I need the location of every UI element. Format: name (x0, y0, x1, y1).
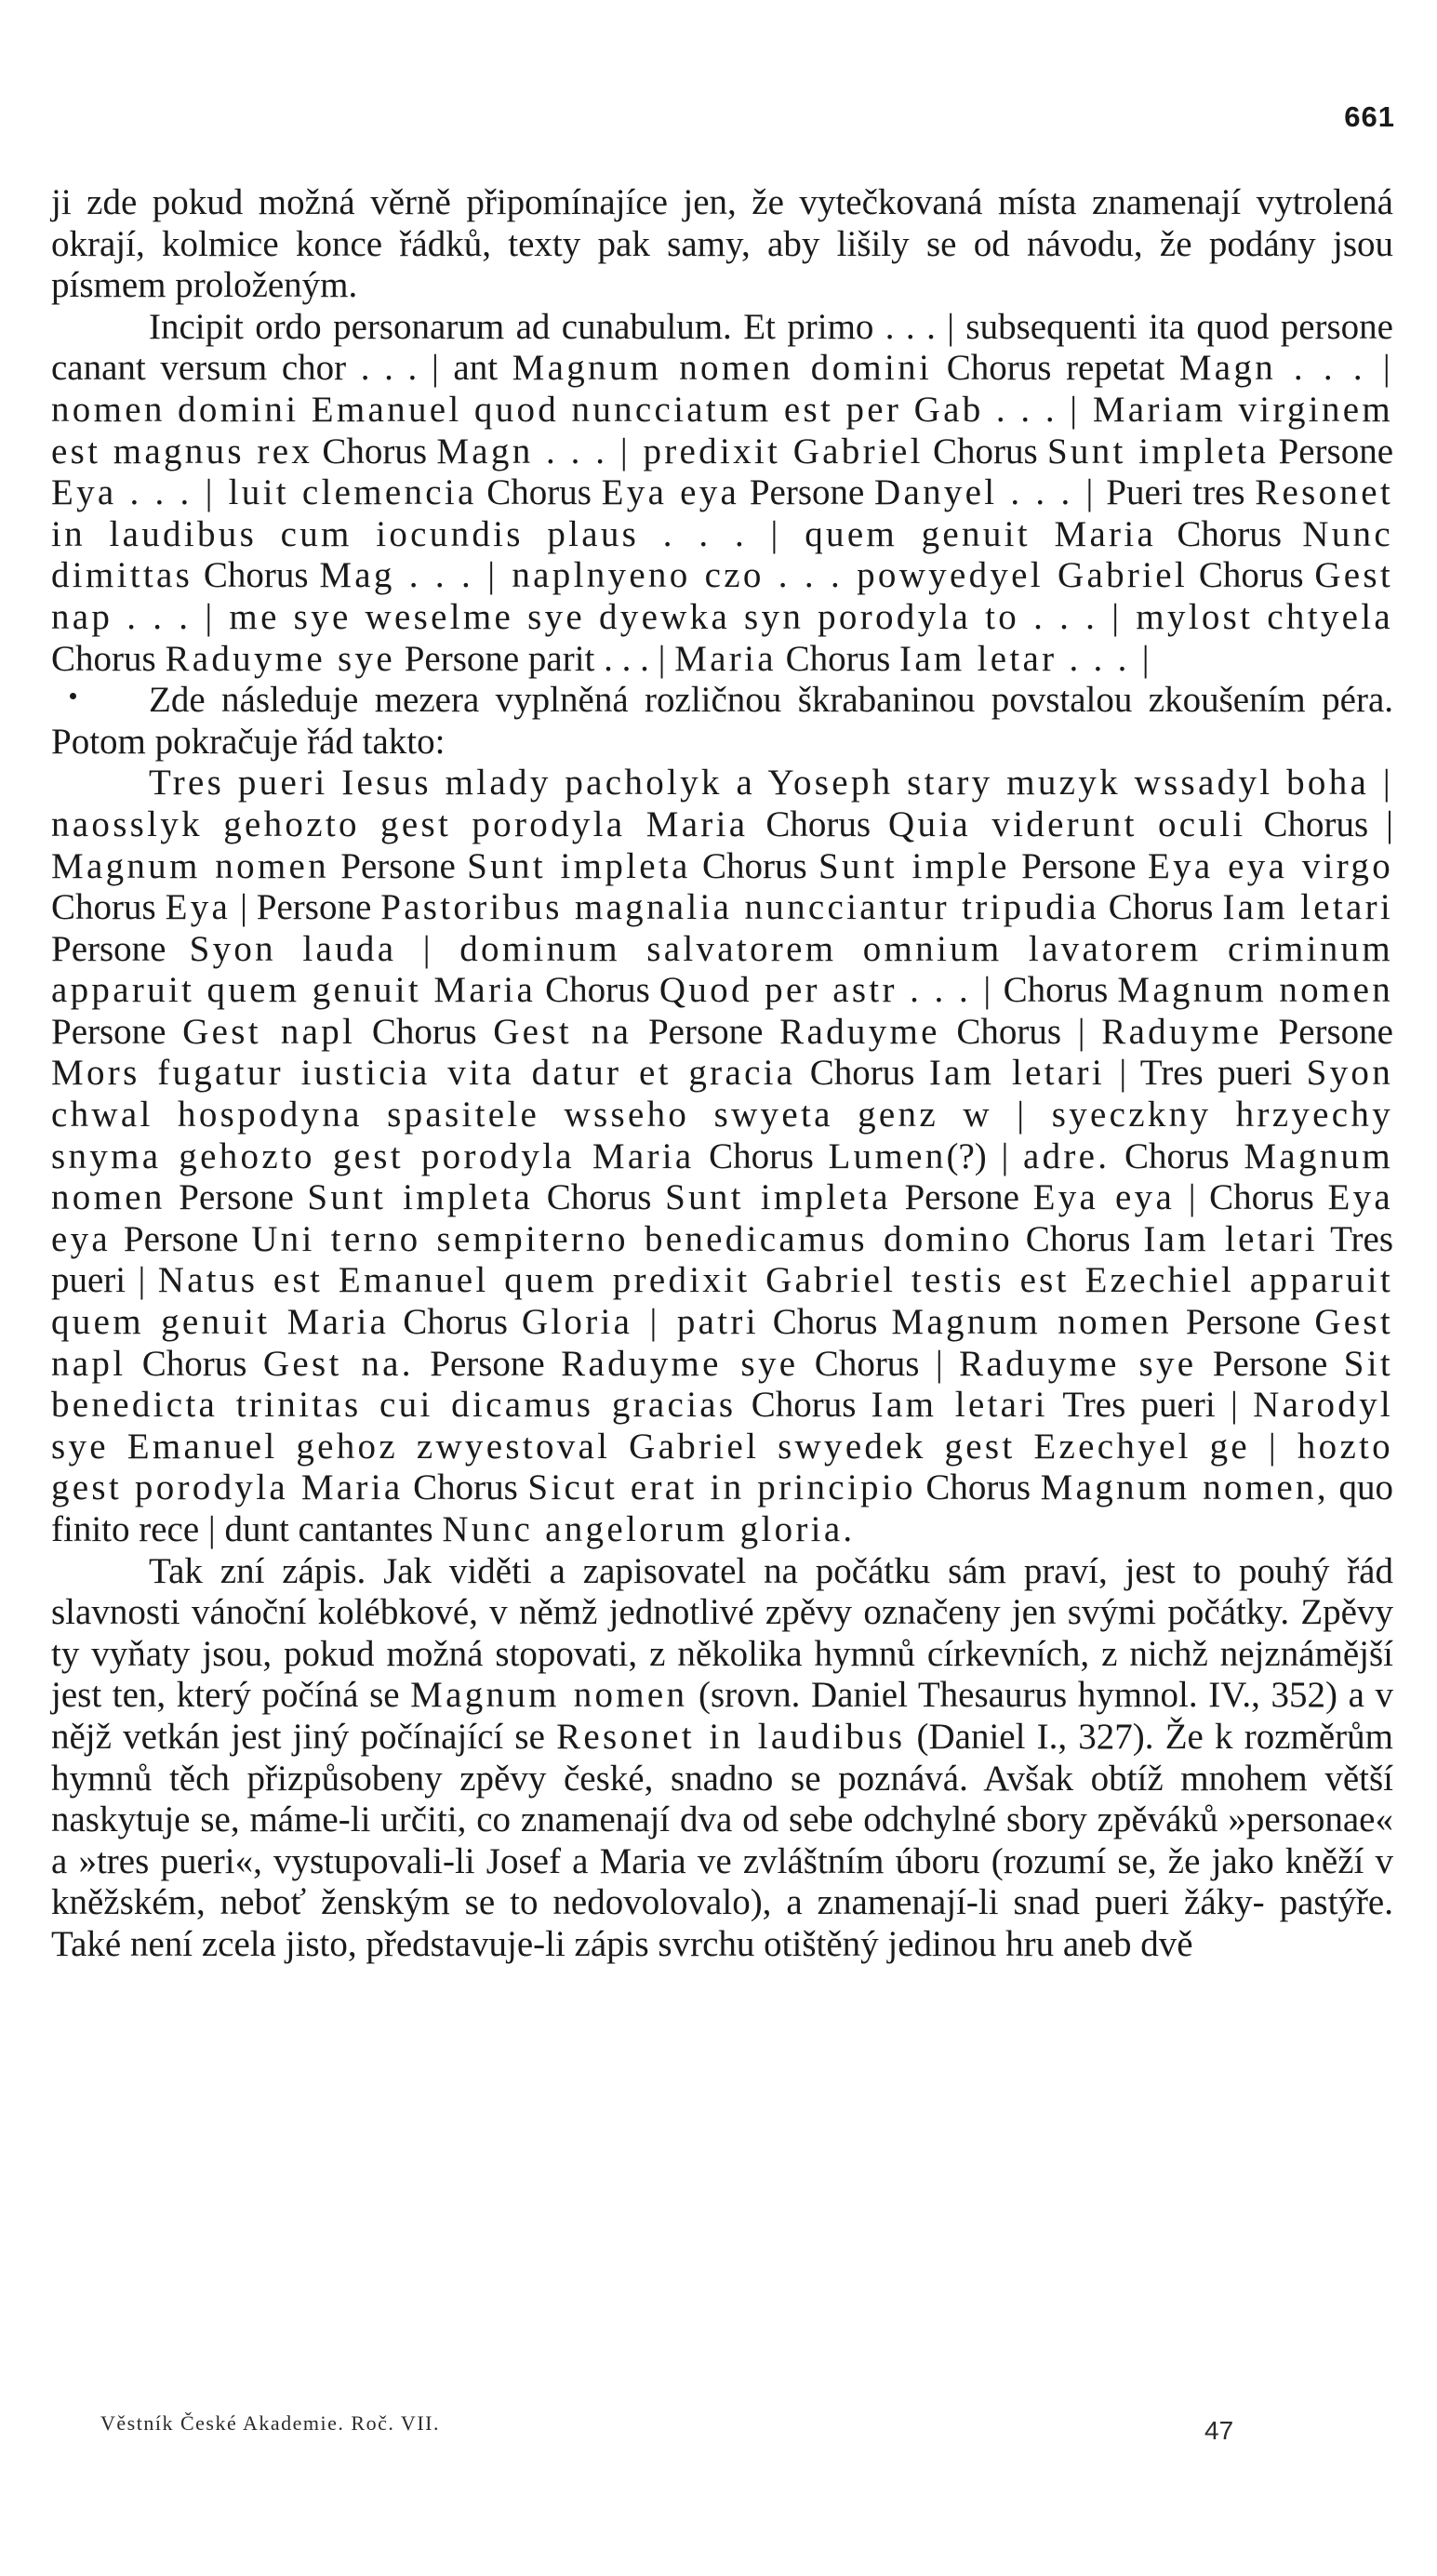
text-run: Chorus (1110, 1135, 1244, 1176)
spaced-text-run: Syon chwal hospodyna spasitele wsseho swyeta genz w | syeczkny hrzyechy snyma gehozto gest porodyla Maria (51, 1053, 1393, 1176)
text-run: Persone (1261, 1011, 1393, 1052)
text-run: Chorus (758, 1302, 892, 1343)
spaced-text-run: Sit benedicta trinitas cui dicamus gracias (51, 1343, 1393, 1426)
spaced-text-run: Gest na (493, 1011, 632, 1052)
spaced-text-run: Sicut erat in principio (527, 1467, 916, 1508)
spaced-text-run: Eya eya virgo (1147, 845, 1393, 886)
text-run: Persone (1269, 431, 1393, 471)
text-run: Persone (1009, 845, 1148, 886)
text-run: | Chorus (1175, 1177, 1328, 1218)
spaced-text-run: Sunt imple (818, 845, 1010, 886)
text-run: Persone (739, 472, 874, 513)
text-run: Chorus (690, 845, 819, 886)
text-run: Chorus (694, 1135, 829, 1176)
text-run: Persone (165, 1177, 308, 1218)
spaced-text-run: Magn . . . | predixit Gabriel (436, 431, 924, 471)
text-run: Chorus (126, 1343, 263, 1384)
text-run: Chorus (993, 970, 1118, 1011)
text-run: Chorus (389, 1302, 522, 1343)
spaced-text-run: Eya eya (601, 472, 740, 513)
spaced-text-run: Eya . . . | luit clemencia (51, 472, 477, 513)
spaced-text-run: Pastoribus magnalia nuncciantur tripudia (380, 887, 1099, 928)
text-run: (srovn. Daniel Thesaurus hymnol. IV., 352) a v nějž vetkán jest jiný počínající se (51, 1675, 1393, 1757)
text-run: Tak zní zápis. Jak viděti a zapisovatel na počátku sám praví, jest to pouhý řád slavnosti vánoční kolébkové, v němž jednotlivé zpěvy označeny jen svými počátky. Zpěvy ty vyňaty jsou, pokud možná stopovati, z několika hymnů církevních, z nichž nejznámější jest ten, který počíná se (51, 1550, 1393, 1716)
text-run: Chorus (915, 1467, 1041, 1508)
text-run: Chorus | (798, 1343, 960, 1384)
spaced-text-run: Magnum nomen (410, 1675, 688, 1716)
spaced-text-run: Resonet in laudibus cum iocundis plaus . . . | quem genuit Maria (51, 472, 1393, 554)
spaced-text-run: Raduyme (1101, 1011, 1262, 1052)
spaced-text-run: Magnum nomen (891, 1302, 1172, 1343)
text-run: Chorus (313, 431, 437, 471)
text-run: Chorus (1012, 1218, 1144, 1259)
text-run: Chorus (51, 887, 166, 928)
text-run: Persone (1171, 1302, 1315, 1343)
spaced-text-run: Eya eya (51, 1177, 1394, 1259)
text-run: Chorus (1156, 513, 1303, 554)
text-run: Persone (51, 928, 190, 969)
text-run: Chorus (923, 431, 1047, 471)
spaced-text-run: Iam letari (871, 1385, 1048, 1426)
spaced-text-run: Natus est Emanuel quem predixit Gabriel testis est Ezechiel apparuit quem genuit Maria (51, 1260, 1393, 1343)
spaced-text-run: Magnum nomen (1117, 970, 1393, 1011)
text-run: (?) | (946, 1135, 1023, 1176)
text-run: quo finito rece | dunt cantantes (51, 1467, 1393, 1549)
text-run: Tres pueri | (51, 1218, 1394, 1301)
text-run: Chorus (403, 1467, 528, 1508)
spaced-text-run: Uni terno sempiterno benedicamus domino (251, 1218, 1013, 1259)
spaced-text-run: Nunc angelorum gloria. (442, 1509, 856, 1549)
spaced-text-run: Gest napl (51, 1302, 1393, 1384)
paragraph-tak-zni (51, 1551, 1393, 1966)
paragraph-incipit (51, 307, 1393, 680)
footer-signature: 47 (1204, 2416, 1234, 2445)
text-run: Persone (1196, 1343, 1344, 1384)
text-run: Chorus (1188, 555, 1315, 596)
text-run: Persone (328, 845, 468, 886)
spaced-text-run: Gest napl (182, 1011, 356, 1052)
text-run: Chorus (795, 1053, 929, 1094)
spaced-text-run: Sunt impleta (665, 1177, 891, 1218)
text-run: Chorus (533, 1177, 666, 1218)
text-run: Chorus (536, 970, 659, 1011)
spaced-text-run: Quod per astr . . . | (659, 970, 994, 1011)
text-run: Chorus | (939, 1011, 1102, 1052)
spaced-text-run: Eya eya (1032, 1177, 1176, 1218)
spaced-text-run: Raduyme sye (561, 1343, 799, 1384)
paragraph-note (51, 680, 1393, 763)
spaced-text-run: Narodyl sye Emanuel gehoz zwyestoval Gabriel swyedek gest Ezechyel ge | hozto gest porodyla Maria (51, 1385, 1394, 1508)
paragraph-tres-pueri (51, 763, 1393, 1550)
bullet-mark (70, 693, 76, 699)
spaced-text-run: Gest na. (262, 1343, 414, 1384)
text-run: Tres pueri | (1047, 1385, 1254, 1426)
text-run: Chorus (51, 638, 166, 679)
text-run: Pueri tres (1096, 472, 1256, 513)
text-run: Persone (413, 1343, 562, 1384)
spaced-text-run: Magn . . . | nomen domini Emanuel quod nuncciatum est per Gab . . . | Mariam virginem est magnus rex (51, 348, 1394, 471)
spaced-text-run: Iam letari (1143, 1218, 1318, 1259)
spaced-text-run: Nunc dimittas (51, 513, 1393, 596)
spaced-text-run: Sunt impleta (1046, 431, 1270, 471)
text-run: Persone (632, 1011, 780, 1052)
spaced-text-run: Magnum nomen domini (512, 348, 933, 389)
spaced-text-run: Sunt impleta (307, 1177, 534, 1218)
spaced-text-run: Tres pueri Iesus mlady pacholyk a Yoseph stary muzyk wssadyl boha | naosslyk gehozto gest porodyla Maria (51, 763, 1393, 844)
page-number: 661 (1344, 100, 1395, 133)
footer-journal: Věstník České Akademie. Roč. VII. (100, 2411, 440, 2435)
spaced-text-run: Iam letari (928, 1053, 1105, 1094)
paragraph-intro: ji zde pokud možná věrně připomínajíce jen, že vytečkovaná místa znamenají vytrolená okrají, kolmice konce řádků, texty pak samy, aby lišily se od návodu, že podány jsou písmem proloženým. (51, 182, 1393, 306)
spaced-text-run: Quia viderunt oculi (888, 803, 1246, 844)
text-run: | Tres pueri (1104, 1053, 1307, 1094)
note-text: Zde následuje mezera vyplněná rozličnou škrabaninou povstalou zkoušením péra. Potom pokračuje řád takto: (51, 680, 1393, 762)
text-run: Chorus | (1245, 803, 1393, 844)
text-run: Incipit ordo personarum ad cunabulum. Et primo . . . | subsequenti ita quod persone canant versum chor . . . | ant (51, 306, 1393, 389)
spaced-text-run: Raduyme sye (959, 1343, 1197, 1384)
text-run: Persone (890, 1177, 1033, 1218)
text-run: (Daniel I., 327). Že k rozměrům hymnů těch přizpůsobeny zpěvy české, snadno se poznává. Avšak obtíž mnohem větší naskytuje se, máme-li určiti, co znamenají dva od sebe odchylné sbory zpěváků »personae« a »tres pueri«, vystupovali-li Josef a Maria ve zvláštním úboru (rozumí se, že jako kněží v kněžském, neboť ženským se to nedovolovalo), a znamenají-li snad pueri žáky- pastýře. Také není zcela jisto, představuje-li zápis svrchu otištěný jedinou hru aneb dvě (51, 1716, 1393, 1964)
spaced-text-run: Sunt impleta (467, 845, 691, 886)
spaced-text-run: Iam letari (1222, 887, 1393, 928)
text-run: Persone parit . . . | (394, 638, 675, 679)
spaced-text-run: Gest nap . . . | me sye weselme sye dyewka syn porodyla to . . . | mylost chtyela (51, 555, 1393, 637)
text-run: Chorus (748, 803, 889, 844)
spaced-text-run: Raduyme (779, 1011, 940, 1052)
spaced-text-run: Iam letar . . . | (899, 638, 1152, 679)
spaced-text-run: Danyel . . . | (874, 472, 1097, 513)
body-text (51, 182, 1393, 1966)
text-run: Chorus (476, 472, 602, 513)
spaced-text-run: adre. (1022, 1135, 1111, 1176)
spaced-text-run: Magnum nomen, (1040, 1467, 1329, 1508)
text-run: Persone (111, 1218, 252, 1259)
text-run: Chorus (736, 1385, 872, 1426)
spaced-text-run: Mag . . . | naplnyeno czo . . . powyedyel Gabriel (319, 555, 1189, 596)
text-run: Chorus (193, 555, 320, 596)
spaced-text-run: Magnum nomen (51, 1135, 1393, 1218)
text-run: Chorus (1098, 887, 1223, 928)
spaced-text-run: Eya (165, 887, 232, 928)
spaced-text-run: Raduyme sye (165, 638, 395, 679)
spaced-text-run: Syon lauda | dominum salvatorem omnium lavatorem criminum apparuit quem genuit Maria (51, 928, 1393, 1011)
text-run: Persone (51, 1011, 183, 1052)
text-run: | Persone (231, 887, 381, 928)
text-run: Chorus (355, 1011, 494, 1052)
spaced-text-run: Gloria | patri (521, 1302, 759, 1343)
spaced-text-run: Maria (674, 638, 777, 679)
spaced-text-run: Magnum nomen (51, 845, 329, 886)
spaced-text-run: Lumen (828, 1135, 947, 1176)
spaced-text-run: Mors fugatur iusticia vita datur et gracia (51, 1053, 796, 1094)
text-run: Chorus (776, 638, 900, 679)
text-run: Chorus repetat (932, 348, 1179, 389)
spaced-text-run: Resonet in laudibus (556, 1716, 906, 1757)
